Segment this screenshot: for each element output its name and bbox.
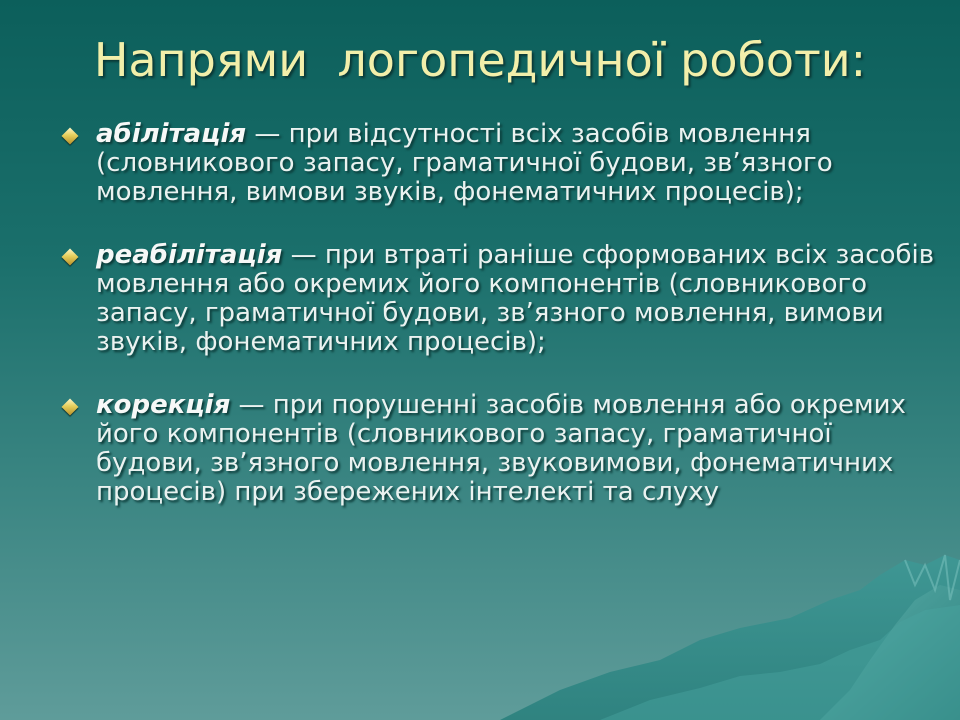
diamond-bullet-icon (62, 128, 79, 145)
diamond-bullet-icon (62, 399, 79, 416)
diamond-bullet-icon (62, 249, 79, 266)
item-description: — при втраті раніше сформованих всіх засобів мовлення або окремих його компонентів (словникового запасу, граматичної будови, зв’язного мовлення, вимови звуків, фонематичних процесів); (96, 240, 935, 357)
slide-title: Напрями логопедичної роботи: (93, 33, 867, 87)
item-description: — при відсутності всіх засобів мовлення (словникового запасу, граматичної будови, зв’язного мовлення, вимови звуків, фонематичних процесів); (96, 119, 833, 207)
list-item (60, 120, 940, 207)
list-item (60, 391, 940, 507)
bullet-list (60, 120, 940, 541)
term-korektsiia: корекція (96, 390, 231, 420)
list-item (60, 241, 940, 357)
item-description: — при порушенні засобів мовлення або окремих його компонентів (словникового запасу, граматичної будови, зв’язного мовлення, звуковимови, фонематичних процесів) при збережених інтелекті та слуху (96, 390, 906, 507)
term-reabilitatsiia: реабілітація (96, 240, 283, 270)
term-abilitatsiia: абілітація (96, 119, 247, 149)
